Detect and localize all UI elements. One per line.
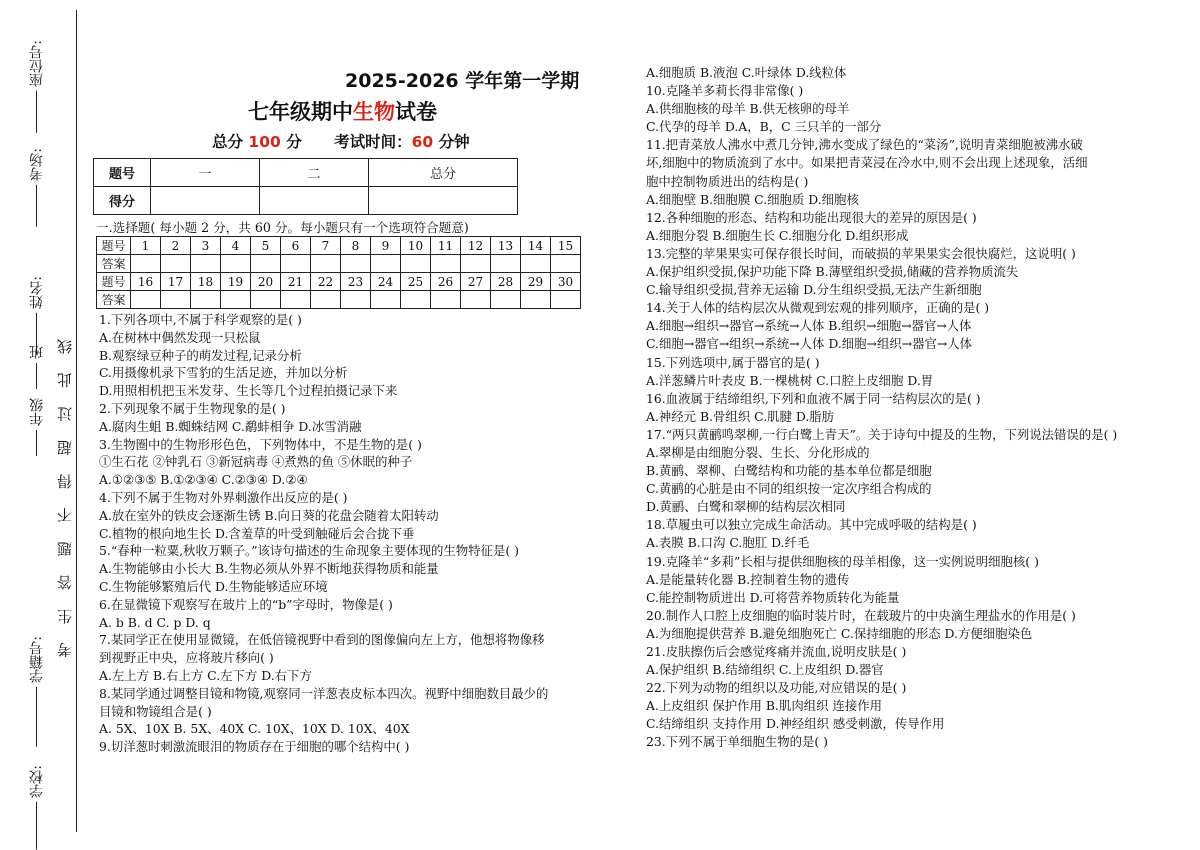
question-number-cell: 23: [341, 273, 371, 291]
answer-cell[interactable]: [251, 291, 281, 309]
question-line: 5.“春种一粒粟,秋收万颗子。”该诗句描述的生命现象主要体现的生物特征是( ): [99, 543, 519, 559]
grid-row-label: 题号: [97, 273, 131, 291]
question-line: A.细胞分裂 B.细胞生长 C.细胞分化 D.组织形成: [646, 227, 909, 243]
question-line: 20.制作人口腔上皮细胞的临时装片时，在载玻片的中央滴生理盐水的作用是( ): [646, 607, 1076, 623]
answer-grid-answer-row: [97, 291, 581, 309]
answer-cell[interactable]: [191, 291, 221, 309]
question-number-cell: 2: [161, 237, 191, 255]
student-id-text: 学籍号:: [29, 636, 45, 683]
room-label: [30, 148, 44, 227]
answer-cell[interactable]: [371, 291, 401, 309]
section-heading: 一.选择题( 每小题 2 分，共 60 分。每小题只有一个选项符合题意): [96, 220, 469, 235]
grade-label: [30, 398, 44, 456]
answer-grid-number-row: [97, 237, 581, 255]
seal-line-text: 考 生 答 题 不 得 超 过 此 线: [56, 332, 74, 658]
answer-cell[interactable]: [281, 291, 311, 309]
question-line: C.能控制物质进出 D.可将营养物质转化为能量: [646, 589, 900, 605]
answer-cell[interactable]: [161, 255, 191, 273]
answer-cell[interactable]: [491, 291, 521, 309]
question-line: A.保护组织 B.结缔组织 C.上皮组织 D.器官: [646, 662, 884, 678]
question-line: 目镜和物镜组合是( ): [99, 703, 212, 719]
score-col-2: 二: [260, 159, 369, 187]
question-line: A.表膜 B.口沟 C.胞肛 D.纤毛: [646, 535, 810, 551]
question-line: A.左上方 B.右上方 C.左下方 D.右下方: [99, 667, 312, 683]
question-number-cell: 14: [521, 237, 551, 255]
answer-cell[interactable]: [431, 255, 461, 273]
exam-title-year: 2025-2026 学年第一学期: [345, 70, 580, 92]
grid-row-label: 答案: [97, 255, 131, 273]
question-line: 12.各种细胞的形态、结构和功能出现很大的差异的原因是( ): [646, 209, 977, 225]
answer-grid-number-row: [97, 273, 581, 291]
question-number-cell: 22: [311, 273, 341, 291]
question-line: A.供细胞核的母羊 B.供无核卵的母羊: [646, 101, 850, 117]
question-line: A.①②③⑤ B.①②③④ C.②③④ D.②④: [99, 472, 308, 488]
question-line: 23.下列不属于单细胞生物的是( ): [646, 734, 828, 750]
question-number-cell: 3: [191, 237, 221, 255]
answer-cell[interactable]: [521, 291, 551, 309]
question-line: 6.在显微镜下观察写在玻片上的“b”字母时，物像是( ): [99, 596, 393, 612]
question-line: C.生物能够繁殖后代 D.生物能够适应环境: [99, 578, 328, 594]
title-part-c: 试卷: [395, 100, 437, 124]
answer-cell[interactable]: [401, 291, 431, 309]
answer-cell[interactable]: [161, 291, 191, 309]
score-row-question: [94, 159, 518, 187]
total-unit: 分: [286, 133, 302, 151]
answer-cell[interactable]: [191, 255, 221, 273]
binding-margin: [0, 0, 80, 847]
answer-cell[interactable]: [311, 291, 341, 309]
grid-row-label: 答案: [97, 291, 131, 309]
question-number-cell: 6: [281, 237, 311, 255]
answer-cell[interactable]: [131, 291, 161, 309]
class-text: 班: [29, 345, 45, 359]
question-line: A.翠柳是由细胞分裂、生长、分化形成的: [646, 444, 870, 460]
score-cell[interactable]: [369, 187, 518, 215]
question-number-cell: 4: [221, 237, 251, 255]
question-line: 3.生物圈中的生物形形色色，下列物体中，不是生物的是( ): [99, 436, 422, 452]
question-number-cell: 24: [371, 273, 401, 291]
exam-title-main: [248, 96, 437, 126]
question-line: 到视野正中央，应将玻片移向( ): [99, 650, 274, 666]
question-line: A.细胞→组织→器官→系统→人体 B.组织→细胞→器官→人体: [646, 318, 972, 334]
question-number-cell: 17: [161, 273, 191, 291]
question-number-cell: 27: [461, 273, 491, 291]
question-line: 2.下列现象不属于生物现象的是( ): [99, 400, 286, 416]
room-text: 考场:: [29, 148, 45, 181]
question-number-cell: 25: [401, 273, 431, 291]
question-line: 11.把青菜放人沸水中煮几分钟,沸水变成了绿色的“菜汤”,说明青菜细胞被沸水破: [646, 137, 1083, 153]
score-table: [93, 158, 518, 215]
answer-grid: [96, 236, 581, 309]
title-part-a: 七年级期中: [248, 100, 353, 124]
class-blank[interactable]: [37, 363, 38, 389]
seat-text: 座位号:: [29, 40, 45, 87]
question-number-cell: 8: [341, 237, 371, 255]
question-number-cell: 1: [131, 237, 161, 255]
question-line: C.代孕的母羊 D.A，B，C 三只羊的一部分: [646, 119, 882, 135]
question-line: ①生石花 ②钟乳石 ③新冠病毒 ④煮熟的鱼 ⑤休眠的种子: [99, 454, 413, 470]
school-blank[interactable]: [37, 802, 38, 850]
question-line: 22.下列为动物的组织以及功能,对应错误的是( ): [646, 680, 907, 696]
binding-line: [76, 10, 77, 832]
question-line: C.植物的根向地生长 D.含羞草的叶受到触碰后会合拢下垂: [99, 525, 415, 541]
answer-cell[interactable]: [401, 255, 431, 273]
question-line: C.输导组织受损,营养无运输 D.分生组织受损,无法产生新细胞: [646, 282, 982, 298]
question-line: C.用摄像机录下雪豹的生活足迹，并加以分析: [99, 365, 348, 381]
question-line: A.在树林中偶然发现一只松鼠: [99, 329, 261, 345]
total-value: 100: [248, 133, 281, 151]
question-number-cell: 28: [491, 273, 521, 291]
question-line: A.腐肉生蛆 B.蜘蛛结网 C.鹬蚌相争 D.冰雪消融: [99, 418, 362, 434]
score-row-points: [94, 187, 518, 215]
question-number-cell: 10: [401, 237, 431, 255]
question-number-cell: 7: [311, 237, 341, 255]
question-line: D.用照相机把玉米发芽、生长等几个过程拍摄记录下来: [99, 383, 398, 399]
score-col-total: 总分: [369, 159, 518, 187]
total-label: 总分: [212, 133, 244, 151]
question-line: A.洋葱鳞片叶表皮 B.一棵桃树 C.口腔上皮细胞 D.胃: [646, 372, 934, 388]
school-text: 学校:: [29, 765, 45, 798]
answer-cell[interactable]: [221, 255, 251, 273]
question-line: 9.切洋葱时刺激流眼泪的物质存在于细胞的哪个结构中( ): [99, 739, 410, 755]
school-label: [30, 765, 44, 850]
question-number-cell: 15: [551, 237, 581, 255]
name-label: [30, 276, 44, 355]
answer-grid-answer-row: [97, 255, 581, 273]
question-number-cell: 19: [221, 273, 251, 291]
grade-text: 年级: [29, 398, 45, 426]
score-row-label: 得分: [94, 187, 151, 215]
question-line: 21.皮肤擦伤后会感觉疼痛并流血,说明皮肤是( ): [646, 644, 907, 659]
room-blank[interactable]: [37, 185, 38, 227]
questions-right-column: [646, 64, 1164, 752]
question-line: A.为细胞提供营养 B.避免细胞死亡 C.保持细胞的形态 D.方便细胞染色: [646, 625, 1033, 641]
score-cell[interactable]: [151, 187, 260, 215]
question-number-cell: 20: [251, 273, 281, 291]
answer-cell[interactable]: [251, 255, 281, 273]
answer-cell[interactable]: [281, 255, 311, 273]
score-row-label: 题号: [94, 159, 151, 187]
grade-blank[interactable]: [37, 430, 38, 456]
question-line: 15.下列选项中,属于器官的是( ): [646, 354, 820, 370]
title-subject: 生物: [353, 100, 395, 124]
question-number-cell: 26: [431, 273, 461, 291]
question-number-cell: 16: [131, 273, 161, 291]
question-line: 17.“两只黄鹂鸣翠柳,一行白鹭上青天”。关于诗句中提及的生物，下列说法错误的是( ): [646, 426, 1118, 442]
answer-cell[interactable]: [551, 255, 581, 273]
question-number-cell: 5: [251, 237, 281, 255]
name-text: 姓名:: [29, 276, 45, 309]
answer-cell[interactable]: [221, 291, 251, 309]
seat-blank[interactable]: [37, 91, 38, 133]
question-line: B.黄鹂、翠柳、白鹭结构和功能的基本单位都是细胞: [646, 463, 932, 479]
answer-cell[interactable]: [461, 255, 491, 273]
time-label: 考试时间：: [334, 133, 412, 151]
student-id-label: [30, 636, 44, 747]
question-line: A.生物能够由小长大 B.生物必须从外界不断地获得物质和能量: [99, 561, 439, 577]
question-line: 16.血液属于结缔组织,下列和血液不属于同一结构层次的是( ): [646, 390, 981, 406]
questions-left-column: [99, 311, 599, 756]
grid-row-label: 题号: [97, 237, 131, 255]
question-line: A.放在室外的铁皮会逐渐生锈 B.向日葵的花盘会随着太阳转动: [99, 507, 439, 523]
answer-cell[interactable]: [131, 255, 161, 273]
question-line: A. 5X、10X B. 5X、40X C. 10X、10X D. 10X、40X: [99, 721, 410, 737]
question-number-cell: 12: [461, 237, 491, 255]
answer-cell[interactable]: [311, 255, 341, 273]
question-line: D.黄鹂、白鹭和翠柳的结构层次相同: [646, 499, 846, 515]
question-line: A.神经元 B.骨组织 C.肌腱 D.脂肪: [646, 408, 835, 424]
question-line: A. b B. d C. p D. q: [99, 614, 211, 630]
question-line: 7.某同学正在使用显微镜，在低倍镜视野中看到的图像偏向左上方，他想将物像移: [99, 632, 545, 648]
question-line: A.细胞质 B.液泡 C.叶绿体 D.线粒体: [646, 65, 847, 80]
time-value: 60: [411, 133, 434, 151]
seat-label: [30, 40, 44, 133]
question-number-cell: 30: [551, 273, 581, 291]
answer-cell[interactable]: [341, 255, 371, 273]
question-line: 胞中控制物质进出的结构是( ): [646, 173, 809, 189]
question-line: C.黄鹂的心脏是由不同的组织按一定次序组合构成的: [646, 481, 932, 497]
time-unit: 分钟: [438, 133, 470, 151]
answer-cell[interactable]: [371, 255, 401, 273]
question-line: C.细胞→器官→组织→系统→人体 D.细胞→组织→器官→人体: [646, 336, 973, 352]
exam-meta: [212, 130, 470, 152]
question-line: A.细胞壁 B.细胞膜 C.细胞质 D.细胞核: [646, 191, 859, 207]
question-line: 1.下列各项中,不属于科学观察的是( ): [99, 312, 302, 327]
question-line: 坏,细胞中的物质流到了水中。如果把青菜浸在冷水中,则不会出现上述现象，活细: [646, 155, 1088, 171]
question-line: B.观察绿豆种子的萌发过程,记录分析: [99, 347, 302, 363]
question-line: 10.克隆羊多莉长得非常像( ): [646, 83, 804, 99]
question-number-cell: 13: [491, 237, 521, 255]
answer-cell[interactable]: [551, 291, 581, 309]
question-number-cell: 9: [371, 237, 401, 255]
answer-cell[interactable]: [491, 255, 521, 273]
score-cell[interactable]: [260, 187, 369, 215]
question-line: 14.关于人体的结构层次从微观到宏观的排列顺序，正确的是( ): [646, 300, 990, 316]
class-label: [30, 345, 44, 389]
question-number-cell: 11: [431, 237, 461, 255]
answer-cell[interactable]: [461, 291, 491, 309]
question-line: 13.完整的苹果果实可保存很长时间，而破损的苹果果实会很快腐烂，这说明( ): [646, 245, 1076, 261]
answer-cell[interactable]: [341, 291, 371, 309]
question-number-cell: 18: [191, 273, 221, 291]
question-line: 19.克隆羊“多莉”长相与提供细胞核的母羊相像，这一实例说明细胞核( ): [646, 553, 1039, 569]
answer-cell[interactable]: [521, 255, 551, 273]
student-id-blank[interactable]: [37, 687, 38, 747]
question-line: 18.草履虫可以独立完成生命活动。其中完成呼吸的结构是( ): [646, 517, 977, 533]
question-line: 4.下列不属于生物对外界刺激作出反应的是( ): [99, 489, 348, 505]
question-line: A.保护组织受损,保护功能下降 B.薄壁组织受损,储藏的营养物质流失: [646, 264, 1019, 280]
question-line: A.是能量转化器 B.控制着生物的遗传: [646, 571, 850, 587]
score-col-1: 一: [151, 159, 260, 187]
answer-cell[interactable]: [431, 291, 461, 309]
question-line: C.结缔组织 支持作用 D.神经组织 感受刺激，传导作用: [646, 716, 945, 732]
question-line: A.上皮组织 保护作用 B.肌肉组织 连接作用: [646, 698, 882, 714]
question-number-cell: 21: [281, 273, 311, 291]
question-line: 8.某同学通过调整目镜和物镜,观察同一洋葱表皮标本四次。视野中细胞数目最少的: [99, 685, 549, 701]
question-number-cell: 29: [521, 273, 551, 291]
